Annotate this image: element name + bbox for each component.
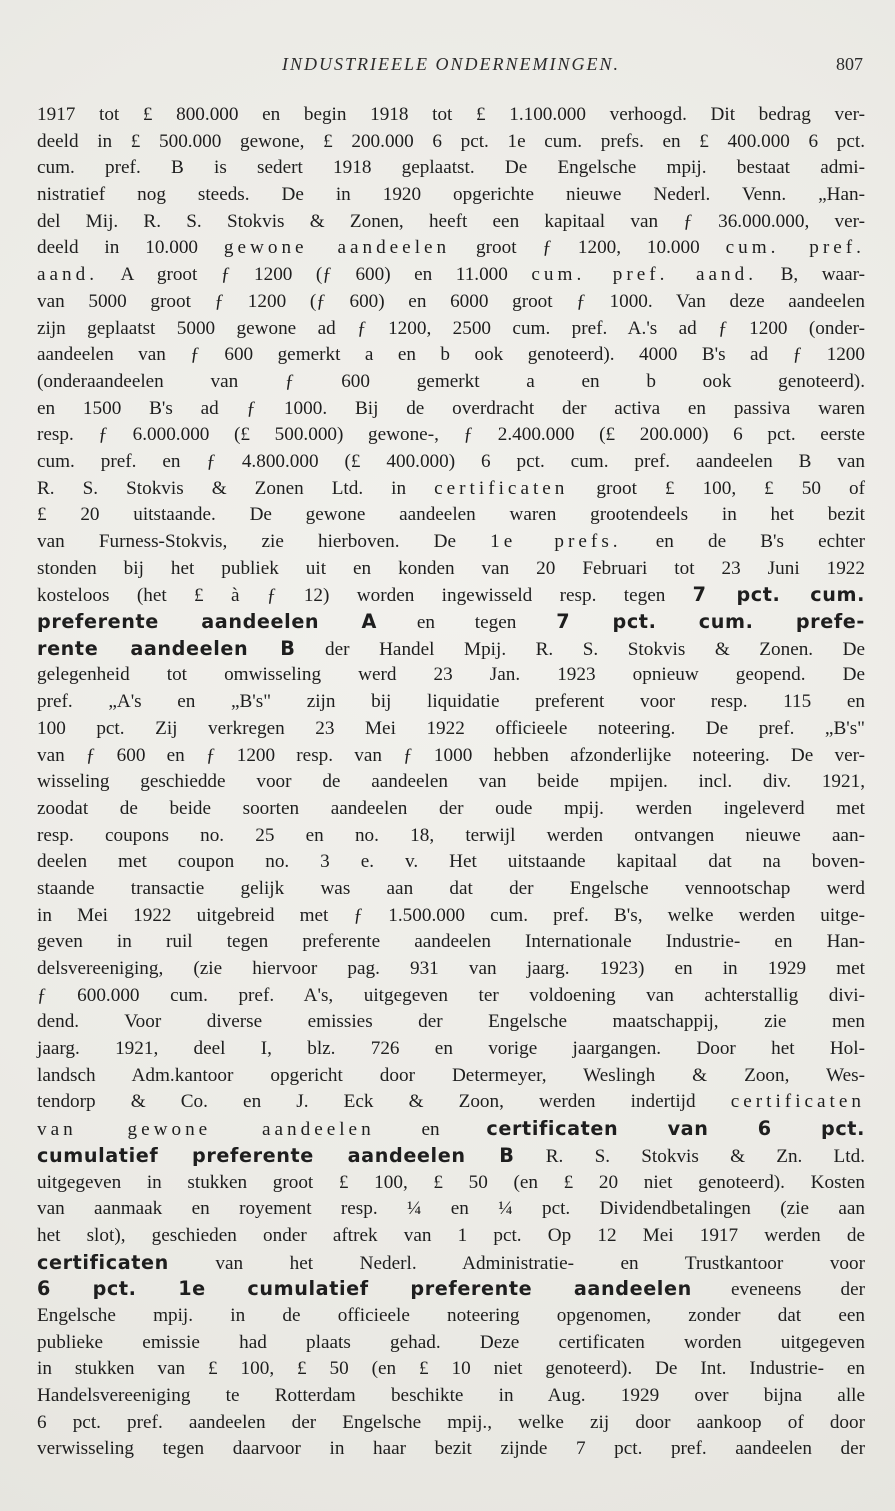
text-run: (onderaandeelen van ƒ 600 gemerkt a en b ook genoteerd).	[37, 370, 865, 392]
text-run: A groot ƒ 1200 (ƒ 600) en 11.000	[98, 264, 532, 286]
text-run: gelegenheid tot omwisseling werd 23 Jan. 1923 opnieuw geopend. De	[37, 664, 865, 686]
text-run: deelen met coupon no. 3 e. v. Het uitstaande kapitaal dat na boven-	[37, 851, 865, 873]
text-run: verwisseling tegen daarvoor in haar bezit zijnde 7 pct. pref. aandeelen der	[37, 1438, 865, 1460]
text-line	[37, 102, 865, 129]
text-line	[37, 662, 865, 689]
running-title: INDUSTRIEELE ONDERNEMINGEN.	[282, 54, 620, 74]
bold-text-run: 7 pct. cum. prefe-	[556, 610, 865, 634]
bold-text-run: cumulatief preferente aandeelen B	[37, 1143, 515, 1167]
text-run: dend. Voor diverse emissies der Engelsche maatschappij, zie men	[37, 1011, 865, 1033]
text-line	[37, 262, 865, 289]
text-run: resp. coupons no. 25 en no. 18, terwijl werden ontvangen nieuwe aan-	[37, 824, 865, 846]
text-run: deeld in £ 500.000 gewone, £ 200.000 6 pct. 1e cum. prefs. en £ 400.000 6 pct.	[37, 130, 865, 152]
bold-text-run: 7 pct. cum.	[692, 583, 865, 607]
page-number: 807	[836, 54, 863, 74]
text-run: van ƒ 600 en ƒ 1200 resp. van ƒ 1000 hebben afzonderlijke noteering. De ver-	[37, 744, 865, 766]
text-run: publieke emissie had plaats gehad. Deze certificaten worden uitgegeven	[37, 1331, 865, 1353]
text-line	[37, 1410, 865, 1437]
text-run: zijn geplaatst 5000 gewone ad ƒ 1200, 2500 cum. pref. A.'s ad ƒ 1200 (onder-	[37, 317, 865, 339]
text-run: staande transactie gelijk was aan dat der Engelsche vennootschap werd	[37, 877, 865, 899]
text-run: Handelsvereeniging te Rotterdam beschikte in Aug. 1929 over bijna alle	[37, 1385, 865, 1406]
text-run: nistratief nog steeds. De in 1920 opgerichte nieuwe Nederl. Venn. „Han-	[37, 184, 865, 206]
text-line	[37, 983, 865, 1010]
spaced-text-run: cum. pref.	[725, 237, 865, 259]
text-run: tendorp & Co. en J. Eck & Zoon, werden indertijd	[37, 1091, 731, 1113]
text-run: kosteloos (het £ à ƒ 12) worden ingewisseld resp. tegen	[37, 585, 693, 607]
spaced-text-run: aand.	[37, 264, 99, 286]
text-line	[37, 209, 865, 236]
text-line	[37, 1036, 865, 1063]
text-run: van aanmaak en royement resp. ¼ en ¼ pct. Dividendbetalingen (zie aan	[37, 1198, 865, 1220]
text-line	[37, 1009, 865, 1036]
text-run: delsvereeniging, (zie hiervoor pag. 931 van jaarg. 1923) en in 1929 met	[37, 958, 865, 979]
text-run: R. S. Stokvis & Zonen Ltd. in	[37, 477, 435, 499]
text-run: in stukken van £ 100, £ 50 (en £ 10 niet genoteerd). De Int. Industrie- en	[37, 1358, 865, 1380]
text-run: van het Nederl. Administratie- en Trustkantoor voor	[168, 1252, 865, 1274]
text-line	[37, 476, 865, 503]
spaced-text-run: van gewone aandeelen	[37, 1119, 375, 1141]
text-run: groot ƒ 1200, 10.000	[450, 237, 726, 259]
text-line	[37, 1170, 865, 1197]
text-run: en tegen	[376, 612, 557, 634]
text-run: in Mei 1922 uitgebreid met ƒ 1.500.000 cum. pref. B's, welke werden uitge-	[37, 904, 865, 926]
text-line	[37, 1250, 865, 1277]
text-run: wisseling geschiedde voor de aandeelen van beide mpijen. incl. div. 1921,	[37, 771, 865, 793]
bold-text-run: rente aandeelen B	[37, 636, 296, 660]
text-run: en de B's echter	[621, 531, 865, 552]
spaced-text-run: gewone aandeelen	[223, 237, 451, 259]
text-line	[37, 1436, 865, 1463]
text-run: 100 pct. Zij verkregen 23 Mei 1922 officieele noteering. De pref. „B's"	[37, 717, 865, 739]
spaced-text-run: cum. pref. aand.	[531, 264, 758, 286]
text-run: pref. „A's en „B's" zijn bij liquidatie preferent voor resp. 115 en	[37, 691, 865, 713]
text-line	[37, 1196, 865, 1223]
text-run: van 5000 groot ƒ 1200 (ƒ 600) en 6000 groot ƒ 1000. Van deze aandeelen	[37, 290, 865, 312]
text-line	[37, 1356, 865, 1383]
text-run: en	[374, 1119, 487, 1141]
text-line	[37, 743, 865, 770]
bold-text-run: certificaten	[37, 1250, 169, 1274]
page-header	[37, 54, 865, 94]
text-run: van Furness-Stokvis, zie hierboven. De	[37, 531, 491, 552]
spaced-text-run: certificaten	[730, 1091, 865, 1113]
bold-text-run: 6 pct. 1e cumulatief preferente aandeelen	[37, 1277, 692, 1301]
text-line	[37, 1223, 865, 1250]
text-line	[37, 796, 865, 823]
text-line	[37, 556, 865, 583]
text-run: stonden bij het publiek uit en konden van 20 Februari tot 23 Juni 1922	[37, 557, 865, 579]
text-run: £ 20 uitstaande. De gewone aandeelen waren grootendeels in het bezit	[37, 504, 865, 526]
text-line	[37, 1330, 865, 1357]
text-run: del Mij. R. S. Stokvis & Zonen, heeft een kapitaal van ƒ 36.000.000, ver-	[37, 210, 865, 232]
text-line	[37, 849, 865, 876]
text-run: jaarg. 1921, deel I, blz. 726 en vorige jaargangen. Door het Hol-	[37, 1038, 865, 1060]
text-line	[37, 422, 865, 449]
text-run: cum. pref. B is sedert 1918 geplaatst. De Engelsche mpij. bestaat admi-	[37, 157, 865, 179]
text-line	[37, 1063, 865, 1090]
bold-text-run: certificaten van 6 pct.	[486, 1117, 865, 1141]
text-line	[37, 582, 865, 609]
text-run: groot £ 100, £ 50 of	[568, 477, 865, 499]
spaced-text-run: 1e prefs.	[490, 531, 622, 552]
text-run: het slot), geschieden onder aftrek van 1 pct. Op 12 Mei 1917 werden de	[37, 1224, 865, 1246]
spaced-text-run: certificaten	[434, 477, 569, 499]
text-line	[37, 929, 865, 956]
text-line	[37, 1089, 865, 1116]
text-line	[37, 1276, 865, 1303]
text-line	[37, 1116, 865, 1143]
text-line	[37, 502, 865, 529]
text-run: deeld in 10.000	[37, 237, 224, 259]
text-line	[37, 769, 865, 796]
text-run: landsch Adm.kantoor opgericht door Determeyer, Weslingh & Zoon, Wes-	[37, 1064, 865, 1086]
text-run: cum. pref. en ƒ 4.800.000 (£ 400.000) 6 pct. cum. pref. aandeelen B van	[37, 450, 865, 472]
text-line	[37, 529, 865, 556]
body-text	[37, 102, 865, 1463]
text-line	[37, 182, 865, 209]
text-line	[37, 1383, 865, 1410]
text-line	[37, 689, 865, 716]
text-run: aandeelen van ƒ 600 gemerkt a en b ook genoteerd). 4000 B's ad ƒ 1200	[37, 344, 865, 366]
text-line	[37, 636, 865, 663]
text-run: der Handel Mpij. R. S. Stokvis & Zonen. De	[295, 638, 866, 660]
bold-text-run: preferente aandeelen A	[37, 610, 377, 634]
text-line	[37, 396, 865, 423]
text-run: R. S. Stokvis & Zn. Ltd.	[514, 1145, 865, 1167]
text-line	[37, 155, 865, 182]
text-line	[37, 876, 865, 903]
text-line	[37, 1303, 865, 1330]
text-run: eveneens der	[691, 1279, 865, 1301]
text-run: ƒ 600.000 cum. pref. A's, uitgegeven ter voldoening van achterstallig divi-	[37, 984, 865, 1006]
text-line	[37, 316, 865, 343]
text-run: geven in ruil tegen preferente aandeelen Internationale Industrie- en Han-	[37, 931, 865, 953]
text-line	[37, 956, 865, 983]
text-run: Engelsche mpij. in de officieele noteering opgenomen, zonder dat een	[37, 1304, 865, 1326]
text-run: B, waar-	[757, 264, 865, 286]
text-run: en 1500 B's ad ƒ 1000. Bij de overdracht der activa en passiva waren	[37, 397, 865, 419]
text-line	[37, 129, 865, 156]
text-run: 6 pct. pref. aandeelen der Engelsche mpij., welke zij door aankoop of door	[37, 1411, 865, 1433]
text-run: zoodat de beide soorten aandeelen der oude mpij. werden ingeleverd met	[37, 797, 865, 819]
text-line	[37, 449, 865, 476]
text-run: 1917 tot £ 800.000 en begin 1918 tot £ 1.100.000 verhoogd. Dit bedrag ver-	[37, 104, 865, 125]
text-line	[37, 716, 865, 743]
text-run: uitgegeven in stukken groot £ 100, £ 50 (en £ 20 niet genoteerd). Kosten	[37, 1171, 865, 1193]
text-line	[37, 903, 865, 930]
text-line	[37, 235, 865, 262]
text-line	[37, 1143, 865, 1170]
text-line	[37, 342, 865, 369]
text-line	[37, 369, 865, 396]
text-line	[37, 609, 865, 636]
text-line	[37, 289, 865, 316]
text-line	[37, 823, 865, 850]
text-run: resp. ƒ 6.000.000 (£ 500.000) gewone-, ƒ 2.400.000 (£ 200.000) 6 pct. eerste	[37, 424, 865, 446]
